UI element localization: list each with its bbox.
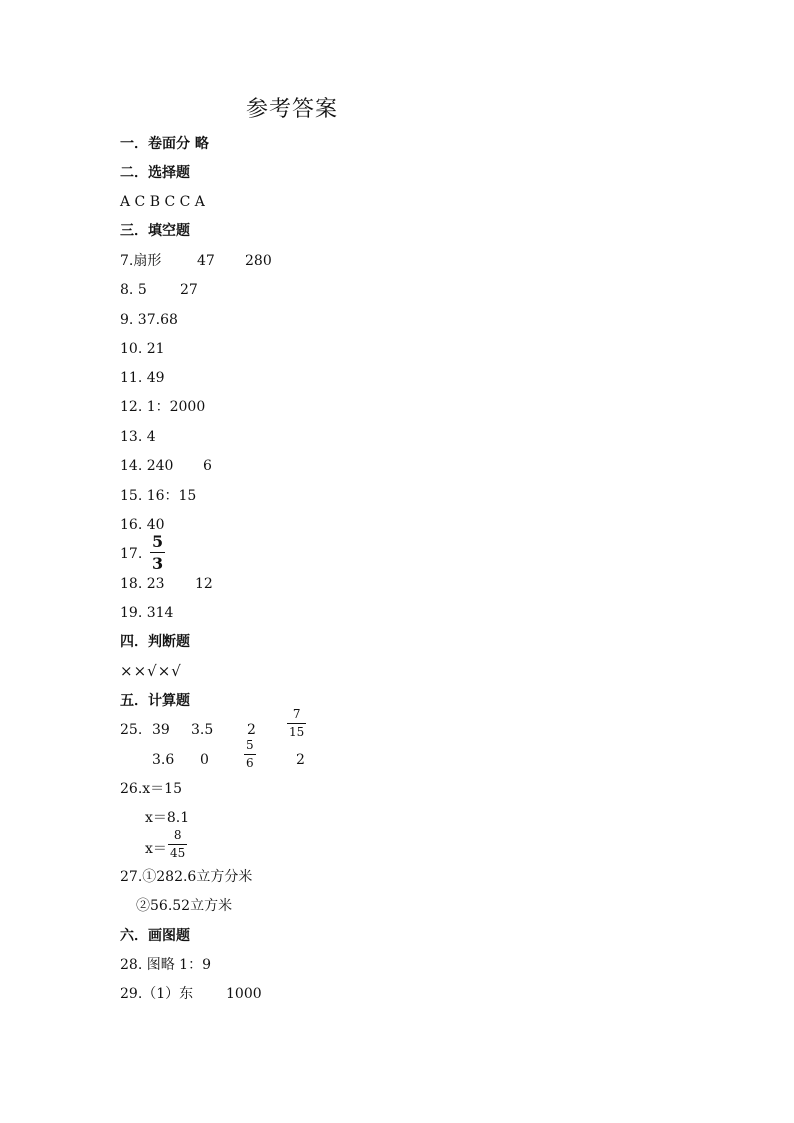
- section-heading-6: 六．画图题: [120, 928, 190, 944]
- section-heading-2: 二．选择题: [120, 165, 190, 181]
- answer-19: 19. 314: [120, 605, 174, 621]
- answer-value: 1000: [226, 986, 262, 1002]
- answer-value: 0: [200, 752, 209, 768]
- answer-number: 7.: [120, 253, 134, 269]
- fraction-numerator: 7: [292, 707, 301, 721]
- answer-15: 15. 16：15: [120, 488, 197, 504]
- fraction-numerator: 8: [173, 828, 182, 842]
- answer-value: 3.6: [152, 752, 175, 768]
- answer-26: [120, 780, 182, 798]
- section-heading-1: 一．卷面分 略: [120, 136, 209, 152]
- fraction-denominator: 45: [170, 846, 186, 860]
- answer-value: 2: [296, 752, 305, 768]
- answer-10: 10. 21: [120, 341, 165, 357]
- choice-answers: A C B C C A: [120, 194, 205, 210]
- answer-value: 6: [203, 458, 212, 474]
- answer-7: [120, 252, 161, 270]
- answer-number: 8.: [120, 282, 134, 298]
- fraction: [150, 533, 165, 572]
- fraction-denominator: 15: [289, 725, 305, 739]
- fraction-denominator: 6: [246, 756, 254, 770]
- answer-value: x＝: [145, 841, 167, 857]
- fraction-bar: [287, 723, 306, 724]
- answer-29: 29.（1）东: [120, 986, 194, 1002]
- answer-13: 13. 4: [120, 429, 156, 445]
- fraction-numerator: 5: [152, 532, 164, 551]
- page-title: 参考答案: [246, 97, 339, 122]
- answer-value: 5: [137, 282, 147, 298]
- answer-28: 28. 图略 1：9: [120, 957, 211, 973]
- answer-value: 扇形: [133, 253, 162, 269]
- section-heading-3: 三．填空题: [120, 223, 190, 239]
- fraction-bar: [150, 552, 165, 553]
- answer-14: 14. 240: [120, 458, 174, 474]
- fraction: [168, 829, 187, 860]
- fraction-bar: [244, 754, 256, 755]
- answer-18: 18. 23: [120, 576, 165, 592]
- answer-27-b: ②56.52立方米: [136, 898, 233, 914]
- answer-value: 39: [152, 722, 170, 738]
- fraction-bar: [168, 844, 187, 845]
- fraction: [244, 739, 256, 770]
- answer-value: x＝8.1: [145, 810, 190, 826]
- judge-answers: ××√×√: [120, 662, 182, 680]
- answer-value: x＝15: [142, 781, 182, 797]
- answer-value: 2: [247, 722, 256, 738]
- answer-number: 26.: [120, 781, 143, 797]
- answer-27-a: 27.①282.6立方分米: [120, 869, 253, 885]
- fraction-denominator: 3: [152, 554, 164, 573]
- section-heading-5: 五．计算题: [120, 693, 190, 709]
- answer-value: 280: [245, 253, 272, 269]
- section-heading-4: 四．判断题: [120, 634, 190, 650]
- answer-value: 47: [197, 253, 215, 269]
- answer-11: 11. 49: [120, 370, 165, 386]
- fraction: [287, 708, 306, 739]
- answer-value: 3.5: [191, 722, 214, 738]
- answer-8: [120, 281, 147, 299]
- fraction-numerator: 5: [246, 738, 254, 752]
- answer-17: 17.: [120, 546, 143, 562]
- answer-25-number: 25.: [120, 722, 143, 738]
- answer-12: 12. 1：2000: [120, 399, 206, 415]
- answer-value: 27: [180, 282, 198, 298]
- answer-9: 9. 37.68: [120, 312, 178, 328]
- answer-value: 12: [195, 576, 213, 592]
- answer-16: 16. 40: [120, 517, 165, 533]
